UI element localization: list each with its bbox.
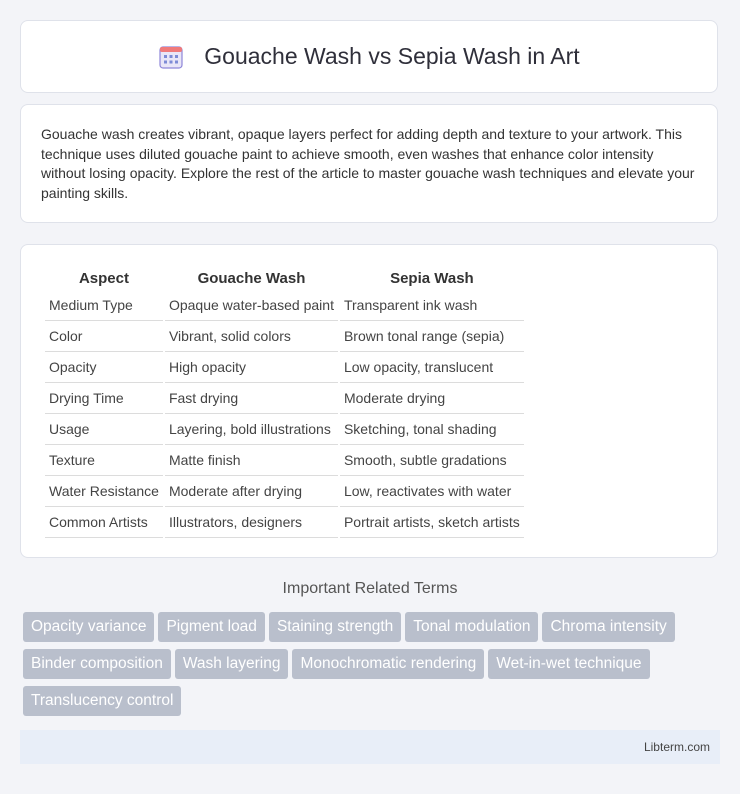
page-title: Gouache Wash vs Sepia Wash in Art [204,43,580,69]
intro-card [20,104,718,223]
table-row [45,507,524,538]
table-cell: Drying Time [45,383,163,414]
table-row [45,445,524,476]
table-header-row [45,265,524,290]
column-header: Aspect [78,269,129,287]
table-row [45,414,524,445]
table-row [45,476,524,507]
related-term-tag[interactable]: Chroma intensity [542,612,674,642]
table-cell: Fast drying [165,383,338,414]
related-term-tag[interactable]: Staining strength [269,612,401,642]
table-cell: Opaque water-based paint [165,290,338,321]
related-terms-list [23,612,723,723]
table-cell: Low, reactivates with water [340,476,524,507]
table-cell: Vibrant, solid colors [165,321,338,352]
related-term-tag[interactable]: Wash layering [175,649,289,679]
column-header: Sepia Wash [390,269,474,287]
table-cell: Common Artists [45,507,163,538]
table-cell: Transparent ink wash [340,290,524,321]
related-term-tag[interactable]: Pigment load [158,612,264,642]
table-cell: Smooth, subtle gradations [340,445,524,476]
table-cell: Illustrators, designers [165,507,338,538]
table-cell: Portrait artists, sketch artists [340,507,524,538]
table-cell: High opacity [165,352,338,383]
footer [20,730,720,764]
table-cell: Sketching, tonal shading [340,414,524,445]
table-row [45,383,524,414]
table-cell: Layering, bold illustrations [165,414,338,445]
intro-text: Gouache wash creates vibrant, opaque layers perfect for adding depth and texture to your artwork. This technique uses diluted gouache paint to achieve smooth, even washes that enhance color intensity without losing opacity. Explore the rest of the article to master gouache wash techniques and elevate your painting skills. [41,126,695,201]
related-term-tag[interactable]: Wet-in-wet technique [488,649,649,679]
table-row [45,321,524,352]
table-row [45,352,524,383]
calendar-icon [158,44,184,70]
table-cell: Texture [45,445,163,476]
table-cell: Moderate after drying [165,476,338,507]
related-terms-title: Important Related Terms [282,580,458,597]
table-cell: Brown tonal range (sepia) [340,321,524,352]
table-cell: Matte finish [165,445,338,476]
table-cell: Medium Type [45,290,163,321]
table-cell: Moderate drying [340,383,524,414]
related-term-tag[interactable]: Tonal modulation [405,612,538,642]
related-term-tag[interactable]: Binder composition [23,649,171,679]
column-header: Gouache Wash [197,269,306,287]
page-header [20,20,718,93]
related-term-tag[interactable]: Translucency control [23,686,181,716]
table-cell: Water Resistance [45,476,163,507]
related-term-tag[interactable]: Monochromatic rendering [292,649,484,679]
comparison-card [20,244,718,558]
table-cell: Low opacity, translucent [340,352,524,383]
table-row [45,290,524,321]
comparison-table [43,265,526,538]
table-cell: Opacity [45,352,163,383]
footer-link[interactable]: Libterm.com [643,740,710,754]
table-cell: Color [45,321,163,352]
table-cell: Usage [45,414,163,445]
related-term-tag[interactable]: Opacity variance [23,612,154,642]
